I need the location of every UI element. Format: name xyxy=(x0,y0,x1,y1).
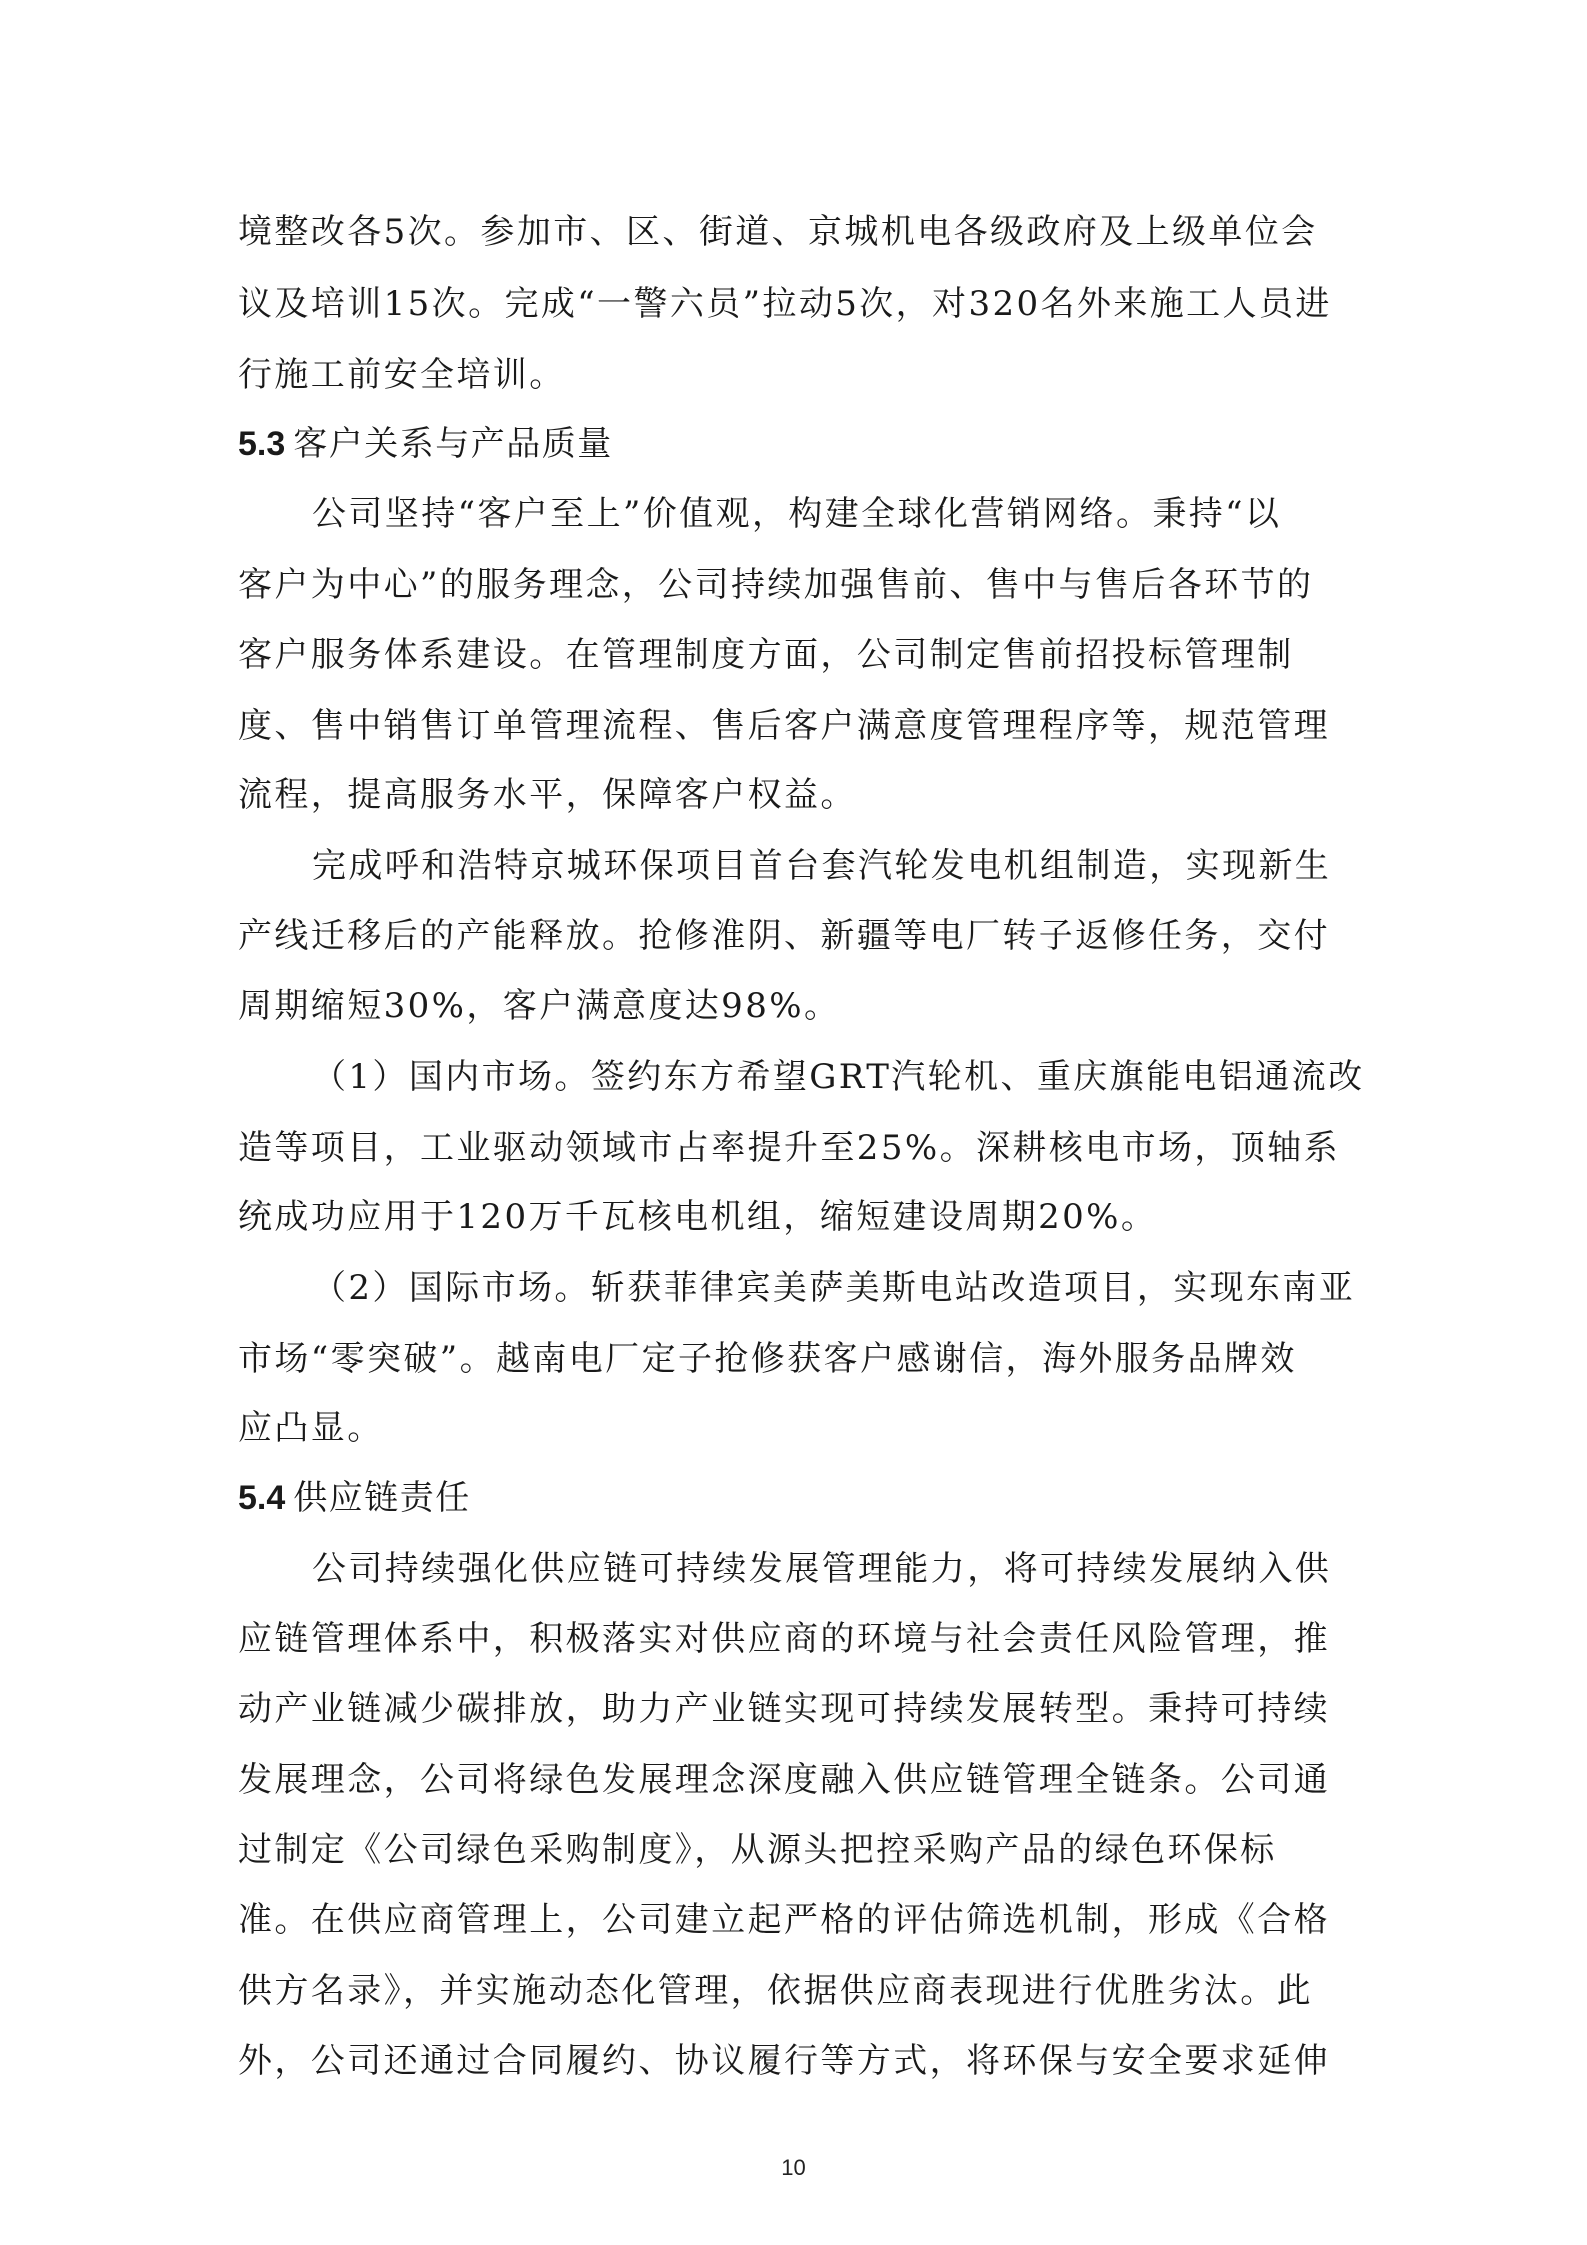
paragraph-line: 供方名录》，并实施动态化管理，依据供应商表现进行优胜劣汰。此 xyxy=(238,1971,1313,2011)
paragraph-line: （2）国际市场。斩获菲律宾美萨美斯电站改造项目，实现东南亚 xyxy=(312,1268,1356,1308)
paragraph-line: 公司持续强化供应链可持续发展管理能力，将可持续发展纳入供 xyxy=(312,1549,1332,1589)
page-number: 10 xyxy=(781,2155,806,2180)
section-number: 5.4 xyxy=(238,1479,286,1517)
paragraph-line: （1）国内市场。签约东方希望GRT汽轮机、重庆旗能电铝通流改 xyxy=(312,1057,1365,1097)
paragraph-line: 统成功应用于120万千瓦核电机组，缩短建设周期20%。 xyxy=(238,1197,1158,1237)
paragraph-line: 应凸显。 xyxy=(238,1408,384,1448)
paragraph-line: 完成呼和浩特京城环保项目首台套汽轮发电机组制造，实现新生 xyxy=(312,846,1332,886)
section-title: 客户关系与产品质量 xyxy=(293,424,613,464)
paragraph-line: 行施工前安全培训。 xyxy=(238,355,566,395)
paragraph-line: 动产业链减少碳排放，助力产业链实现可持续发展转型。秉持可持续 xyxy=(238,1689,1330,1729)
paragraph-line: 公司坚持“客户至上”价值观，构建全球化营销网络。秉持“以 xyxy=(312,494,1282,534)
paragraph-line: 外，公司还通过合同履约、协议履行等方式，将环保与安全要求延伸 xyxy=(238,2041,1330,2081)
paragraph-line: 度、售中销售订单管理流程、售后客户满意度管理程序等，规范管理 xyxy=(238,706,1330,746)
paragraph-line: 发展理念，公司将绿色发展理念深度融入供应链管理全链条。公司通 xyxy=(238,1760,1330,1800)
paragraph-line: 议及培训15次。完成“一警六员”拉动5次，对320名外来施工人员进 xyxy=(238,284,1332,324)
section-heading-5-3 xyxy=(238,424,613,464)
paragraph-line: 应链管理体系中，积极落实对供应商的环境与社会责任风险管理，推 xyxy=(238,1619,1330,1659)
paragraph-line: 市场“零突破”。越南电厂定子抢修获客户感谢信，海外服务品牌效 xyxy=(238,1339,1297,1379)
paragraph-line: 周期缩短30%，客户满意度达98%。 xyxy=(238,986,841,1026)
paragraph-line: 过制定《公司绿色采购制度》，从源头把控采购产品的绿色环保标 xyxy=(238,1830,1277,1870)
paragraph-line: 客户为中心”的服务理念，公司持续加强售前、售中与售后各环节的 xyxy=(238,565,1314,605)
paragraph-line: 产线迁移后的产能释放。抢修淮阴、新疆等电厂转子返修任务，交付 xyxy=(238,916,1330,956)
paragraph-line: 造等项目，工业驱动领域市占率提升至25%。深耕核电市场，顶轴系 xyxy=(238,1128,1340,1168)
section-number: 5.3 xyxy=(238,425,286,463)
paragraph-line: 客户服务体系建设。在管理制度方面，公司制定售前招投标管理制 xyxy=(238,635,1294,675)
paragraph-line: 境整改各5次。参加市、区、街道、京城机电各级政府及上级单位会 xyxy=(238,212,1318,252)
paragraph-line: 流程，提高服务水平，保障客户权益。 xyxy=(238,775,857,815)
paragraph-line: 准。在供应商管理上，公司建立起严格的评估筛选机制，形成《合格 xyxy=(238,1900,1330,1940)
section-title: 供应链责任 xyxy=(293,1478,471,1518)
section-heading-5-4 xyxy=(238,1478,471,1518)
